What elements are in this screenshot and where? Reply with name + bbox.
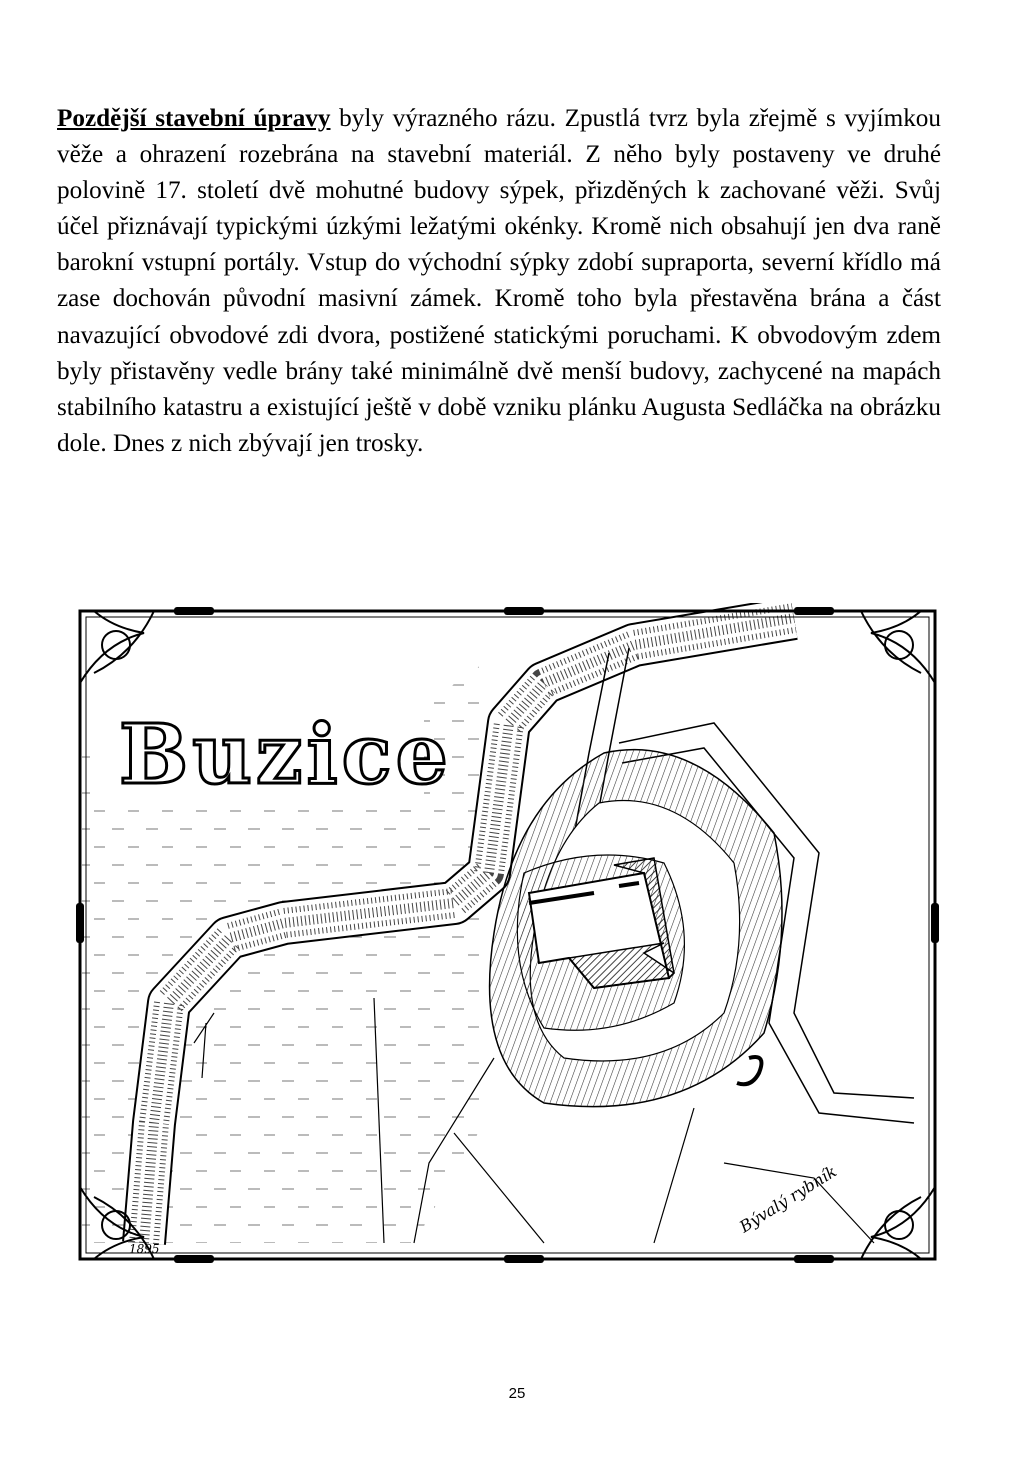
map-title: Buzice bbox=[119, 707, 452, 803]
artist-signature: 1895 bbox=[129, 1242, 160, 1256]
sedlacek-plan-figure bbox=[74, 603, 941, 1267]
pond-label: Bývalý rybník bbox=[736, 1161, 840, 1237]
body-paragraph bbox=[57, 101, 941, 462]
paragraph-text: byly výrazného rázu. Zpustlá tvrz byla zřejmě s vyjímkou věže a ohrazení rozebrána na stavební materiál. Z něho byly postaveny ve druhé polovině 17. století dvě mohutné budovy sýpek, přizděných k zachované věži. Svůj účel přiznávají typickými úzkými ležatými okénky. Kromě nich obsahují jen dva raně barokní vstupní portály. Vstup do východní sýpky zdobí supraporta, severní křídlo má zase dochován původní masivní zámek. Kromě toho byla přestavěna brána a část navazující obvodové zdi dvora, postižené statickými poruchami. K obvodovým zdem byly přistavěny vedle brány také minimálně dvě menší budovy, zachycené na mapách stabilního katastru a existující ještě v době vzniku plánku Augusta Sedláčka na obrázku dole. Dnes z nich zbývají jen trosky. bbox=[57, 105, 941, 457]
paragraph-heading: Pozdější stavební úpravy bbox=[57, 105, 331, 132]
map-title-group bbox=[94, 693, 452, 803]
castle-plan-drawing bbox=[74, 603, 941, 1267]
page-number: 25 bbox=[508, 1385, 526, 1402]
